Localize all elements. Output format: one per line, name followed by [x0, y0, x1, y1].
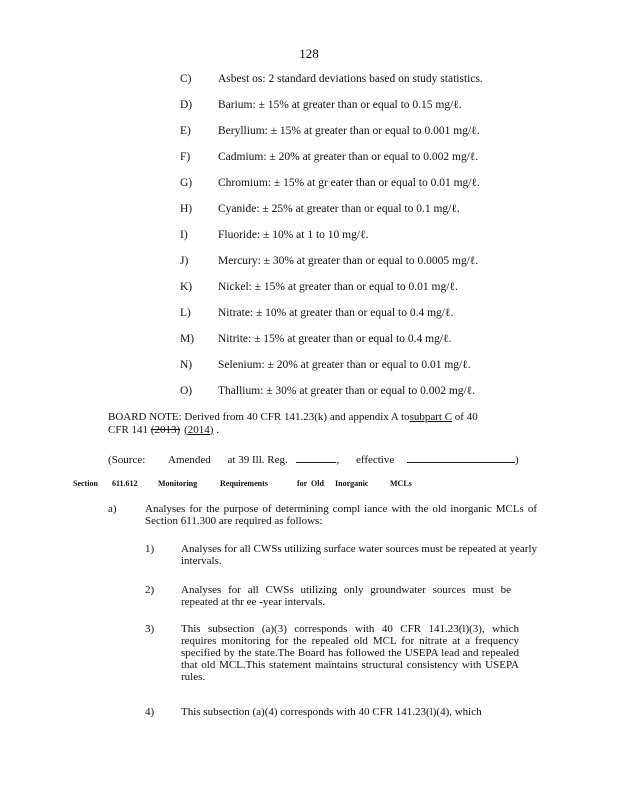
list-item: [180, 72, 483, 86]
item-letter: I): [180, 229, 188, 241]
item-text: Cyanide: ± 25% at greater than or equal to 0.1 mg/ℓ.: [218, 203, 460, 215]
item-text: Beryllium: ± 15% at greater than or equal to 0.001 mg/ℓ.: [218, 125, 480, 137]
board-note: [108, 411, 523, 436]
item-letter: O): [180, 385, 193, 397]
list-item: [180, 98, 462, 112]
board-note-struck-year: (2013): [150, 423, 181, 436]
board-note-cfr: CFR 141: [108, 423, 151, 436]
item-letter: F): [180, 151, 191, 163]
subitem-marker: 3): [145, 623, 155, 635]
source-amended: Amended: [168, 454, 211, 466]
item-text: Nickel: ± 15% at greater than or equal to 0.01 mg/ℓ.: [218, 281, 458, 293]
item-text: Asbest os: 2 standard deviations based on study statistics.: [218, 73, 483, 85]
subsection-a-text: Analyses for the purpose of determining compl iance with the old inorganic MCLs of Section 611.300 are required as follows:: [145, 503, 537, 527]
list-item: [180, 176, 480, 190]
item-text: Thallium: ± 30% at greater than or equal to 0.002 mg/ℓ.: [218, 385, 476, 397]
list-item: [180, 228, 368, 242]
item-letter: C): [180, 73, 192, 85]
section-heading: [0, 479, 618, 491]
section-title-word: for: [297, 479, 308, 488]
subitem-text: This subsection (a)(4) corresponds with 40 CFR 141.23(l)(4), which: [181, 706, 482, 718]
item-letter: E): [180, 125, 191, 137]
item-text: Mercury: ± 30% at greater than or equal to 0.0005 mg/ℓ.: [218, 255, 479, 267]
source-close: ): [515, 454, 519, 466]
item-text: Barium: ± 15% at greater than or equal to 0.15 mg/ℓ.: [218, 99, 462, 111]
board-note-text: BOARD NOTE: Derived from 40 CFR 141.23(k) and appendix A to: [108, 411, 410, 423]
item-letter: N): [180, 359, 193, 371]
source-effective: effective: [355, 454, 395, 466]
list-item: [180, 332, 451, 346]
board-note-underlined: subpart C: [409, 411, 453, 423]
item-letter: D): [180, 99, 193, 111]
subitem-marker: 1): [145, 543, 155, 555]
subitem-marker: 4): [145, 706, 155, 718]
source-register-blank: [296, 452, 336, 463]
item-letter: K): [180, 281, 193, 293]
list-item: [180, 254, 478, 268]
item-letter: J): [180, 255, 189, 267]
item-letter: L): [180, 307, 191, 319]
item-text: Cadmium: ± 20% at greater than or equal to 0.002 mg/ℓ.: [218, 151, 479, 163]
section-label: Section: [73, 479, 98, 488]
board-note-period: .: [213, 423, 219, 436]
source-effective-blank: [407, 452, 515, 463]
list-item: [180, 358, 471, 372]
subitem-marker: 2): [145, 584, 155, 596]
item-text: Chromium: ± 15% at gr eater than or equal to 0.01 mg/ℓ.: [218, 177, 480, 189]
list-item: [180, 280, 458, 294]
source-comma: ,: [336, 454, 340, 466]
source-note: [108, 452, 519, 466]
section-title-word: MCLs: [390, 479, 412, 488]
source-prefix: (Source:: [108, 454, 146, 466]
list-item: [180, 306, 453, 320]
board-note-text-end: of 40: [452, 411, 478, 423]
item-letter: G): [180, 177, 193, 189]
item-text: Fluoride: ± 10% at 1 to 10 mg/ℓ.: [218, 229, 369, 241]
section-title-word: Old: [311, 479, 324, 488]
item-text: Nitrite: ± 15% at greater than or equal to 0.4 mg/ℓ.: [218, 333, 452, 345]
item-letter: M): [180, 333, 195, 345]
subitem-text: This subsection (a)(3) corresponds with 40 CFR 141.23(l)(3), which requires monitoring for the repealed old MCL for nitrate at a frequency specified by the state.The Board has followed the USEPA lead and repealed that old MCL.This statement maintains structural consistency with USEPA rules.: [181, 623, 519, 683]
item-letter: H): [180, 203, 193, 215]
section-title-word: Requirements: [220, 479, 268, 488]
list-item: [180, 150, 478, 164]
list-item: [180, 202, 460, 216]
subitem-text: Analyses for all CWSs utilizing only groundwater sources must be repeated at thr ee -year intervals.: [181, 584, 511, 608]
item-text: Selenium: ± 20% at greater than or equal to 0.01 mg/ℓ.: [218, 359, 471, 371]
section-title-word: Inorganic: [335, 479, 369, 488]
subitem-text: Analyses for all CWSs utilizing surface water sources must be repeated at yearly intervals.: [181, 543, 537, 567]
board-note-line-2: [108, 424, 523, 437]
item-text: Nitrate: ± 10% at greater than or equal to 0.4 mg/ℓ.: [218, 307, 454, 319]
section-title-word: Monitoring: [158, 479, 198, 488]
page-number: 128: [299, 46, 319, 61]
list-item: [180, 384, 475, 398]
list-item: [180, 124, 480, 138]
board-note-line-1: [108, 411, 523, 424]
source-register: at 39 Ill. Reg.: [227, 454, 288, 466]
section-number: 611.612: [112, 479, 138, 488]
subsection-a-marker: a): [108, 503, 117, 515]
board-note-new-year: (2014): [184, 423, 214, 436]
